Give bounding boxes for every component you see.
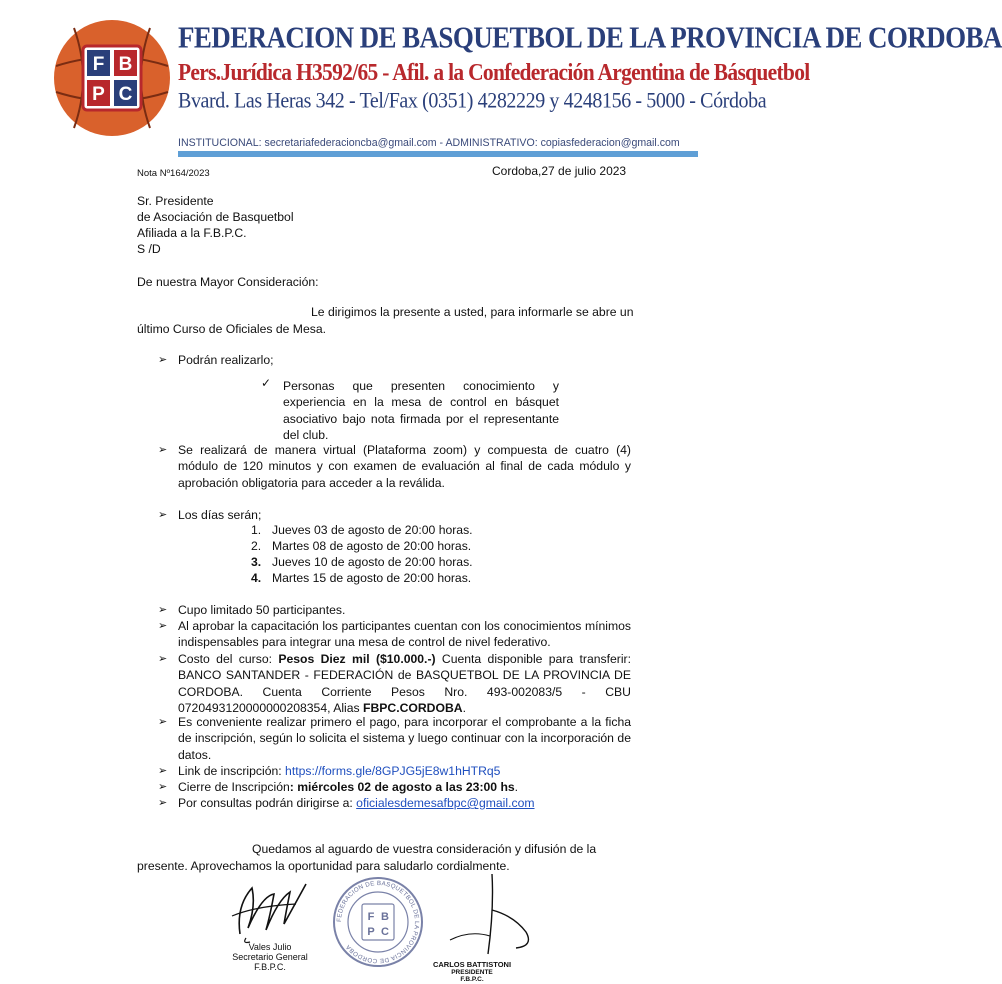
signature-left-scribble bbox=[226, 876, 316, 946]
recipient-line: Sr. Presidente bbox=[137, 194, 214, 208]
deadline-end: . bbox=[514, 780, 519, 794]
arrow-bullet-icon: ➢ bbox=[158, 797, 168, 809]
logo-letter: B bbox=[118, 54, 133, 75]
deadline-label: Cierre de Inscripción bbox=[178, 780, 290, 794]
logo-letter: P bbox=[92, 84, 105, 105]
bullet-cost bbox=[178, 651, 631, 717]
bullet-text: Los días serán; bbox=[178, 508, 262, 522]
arrow-bullet-icon: ➢ bbox=[158, 653, 168, 665]
bullet-link-row bbox=[178, 763, 500, 779]
letterhead-address: Bvard. Las Heras 342 - Tel/Fax (0351) 4282229 y 4248156 - 5000 - Córdoba bbox=[178, 89, 767, 114]
bullet-text: Se realizará de manera virtual (Plataforma zoom) y compuesta de cuatro (4) módulo de 120 minutos y con examen de evaluación al final de cada módulo y aprobación obligatoria para acceder a la reválida. bbox=[178, 443, 631, 490]
signature-right-title: PRESIDENTE bbox=[451, 969, 493, 976]
bullet-text: Cupo limitado 50 participantes. bbox=[178, 603, 346, 617]
day-number: 2. bbox=[251, 539, 262, 553]
arrow-bullet-icon: ➢ bbox=[158, 620, 168, 632]
bank-details: Cuenta disponible para transferir: BANCO SANTANDER - FEDERACIÓN de BASQUETBOL DE LA PROVINCIA DE CORDOBA. Cuenta Corriente Pesos Nro. 493-002083/5 - CBU 0720493120000000208354, Alias bbox=[178, 652, 631, 716]
note-number: Nota Nº164/2023 bbox=[137, 168, 210, 179]
signature-right-org: F.B.P.C. bbox=[460, 976, 484, 983]
day-text: Jueves 03 de agosto de 20:00 horas. bbox=[272, 523, 473, 537]
day-text: Jueves 10 de agosto de 20:00 horas. bbox=[272, 555, 473, 569]
arrow-bullet-icon: ➢ bbox=[158, 716, 168, 728]
bullet-deadline-row bbox=[178, 779, 518, 795]
registration-link[interactable]: https://forms.gle/8GPJG5jE8w1hHTRq5 bbox=[285, 764, 501, 778]
arrow-bullet-icon: ➢ bbox=[158, 781, 168, 793]
letterhead-emails: INSTITUCIONAL: secretariafederacioncba@gmail.com - ADMINISTRATIVO: copiasfederacion@gmail.com bbox=[178, 137, 680, 149]
arrow-bullet-icon: ➢ bbox=[158, 509, 168, 521]
bullet-contact-row bbox=[178, 795, 535, 811]
bank-alias: FBPC.CORDOBA bbox=[363, 701, 463, 716]
signature-right-scribble bbox=[430, 870, 540, 962]
day-text: Martes 08 de agosto de 20:00 horas. bbox=[272, 539, 472, 553]
intro-line: último Curso de Oficiales de Mesa. bbox=[137, 322, 326, 336]
recipient-line: de Asociación de Basquetbol bbox=[137, 210, 294, 224]
bullet-text: Al aprobar la capacitación los participantes cuentan con los conocimientos mínimos indispensables para integrar una mesa de control de nivel federativo. bbox=[178, 619, 631, 650]
logo-letter: F bbox=[92, 54, 105, 75]
day-number: 3. bbox=[251, 555, 262, 569]
arrow-bullet-icon: ➢ bbox=[158, 604, 168, 616]
arrow-bullet-icon: ➢ bbox=[158, 354, 168, 366]
day-number: 4. bbox=[251, 571, 262, 585]
closing-line: presente. Aprovechamos la oportunidad para saludarlo cordialmente. bbox=[137, 859, 510, 873]
day-text: Martes 15 de agosto de 20:00 horas. bbox=[272, 571, 472, 585]
federation-seal bbox=[332, 876, 424, 968]
contact-email-link[interactable]: oficialesdemesafbpc@gmail.com bbox=[356, 796, 535, 810]
seal-letter: F bbox=[367, 911, 375, 923]
bullet-subtext: Personas que presenten conocimiento y experiencia en la mesa de control en básquet asociativo bajo nota firmada por el representante del club. bbox=[283, 379, 559, 443]
cost-price: Pesos Diez mil ($10.000.-) bbox=[278, 652, 436, 666]
signature-left-name: Vales Julio bbox=[248, 942, 292, 952]
signature-left-org: F.B.P.C. bbox=[254, 962, 286, 972]
day-number: 1. bbox=[251, 523, 262, 537]
bullet-text: Podrán realizarlo; bbox=[178, 353, 274, 367]
logo-letter: C bbox=[118, 84, 133, 105]
intro-line: Le dirigimos la presente a usted, para informarle se abre un bbox=[311, 305, 634, 319]
arrow-bullet-icon: ➢ bbox=[158, 765, 168, 777]
seal-letter: C bbox=[381, 926, 389, 938]
letterhead-title: FEDERACION DE BASQUETBOL DE LA PROVINCIA DE CORDOBA bbox=[178, 20, 1002, 55]
recipient-line: S /D bbox=[137, 242, 161, 256]
seal-letter: P bbox=[367, 926, 375, 938]
cost-suffix: . bbox=[462, 701, 466, 716]
deadline-value: : miércoles 02 de agosto a las 23:00 hs bbox=[289, 780, 515, 794]
fbpc-logo bbox=[52, 18, 172, 138]
salutation: De nuestra Mayor Consideración: bbox=[137, 275, 319, 289]
seal-text-path: FEDERACION DE BASQUETBOL DE LA PROVINCIA DE CORDOBA bbox=[335, 879, 421, 965]
recipient-line: Afiliada a la F.B.P.C. bbox=[137, 226, 247, 240]
letterhead-divider bbox=[178, 151, 698, 157]
arrow-bullet-icon: ➢ bbox=[158, 444, 168, 456]
seal-letter: B bbox=[381, 911, 389, 923]
closing-line: Quedamos al aguardo de vuestra consideración y difusión de la bbox=[252, 842, 597, 856]
cost-prefix: Costo del curso: bbox=[178, 652, 279, 666]
checkmark-icon: ✓ bbox=[261, 376, 272, 390]
letterhead-legal: Pers.Jurídica H3592/65 - Afil. a la Confederación Argentina de Básquetbol bbox=[178, 58, 810, 86]
bullet-text: Es conveniente realizar primero el pago, para incorporar el comprobante a la ficha de inscripción, según lo solicita el sistema y luego continuar con la incorporación de datos. bbox=[178, 715, 631, 762]
letter-date: Cordoba,27 de julio 2023 bbox=[492, 164, 627, 178]
signature-left-title: Secretario General bbox=[232, 952, 308, 962]
contact-label: Por consultas podrán dirigirse a: bbox=[178, 796, 357, 810]
signature-right-name: CARLOS BATTISTONI bbox=[432, 960, 512, 969]
link-label: Link de inscripción: bbox=[178, 764, 286, 778]
